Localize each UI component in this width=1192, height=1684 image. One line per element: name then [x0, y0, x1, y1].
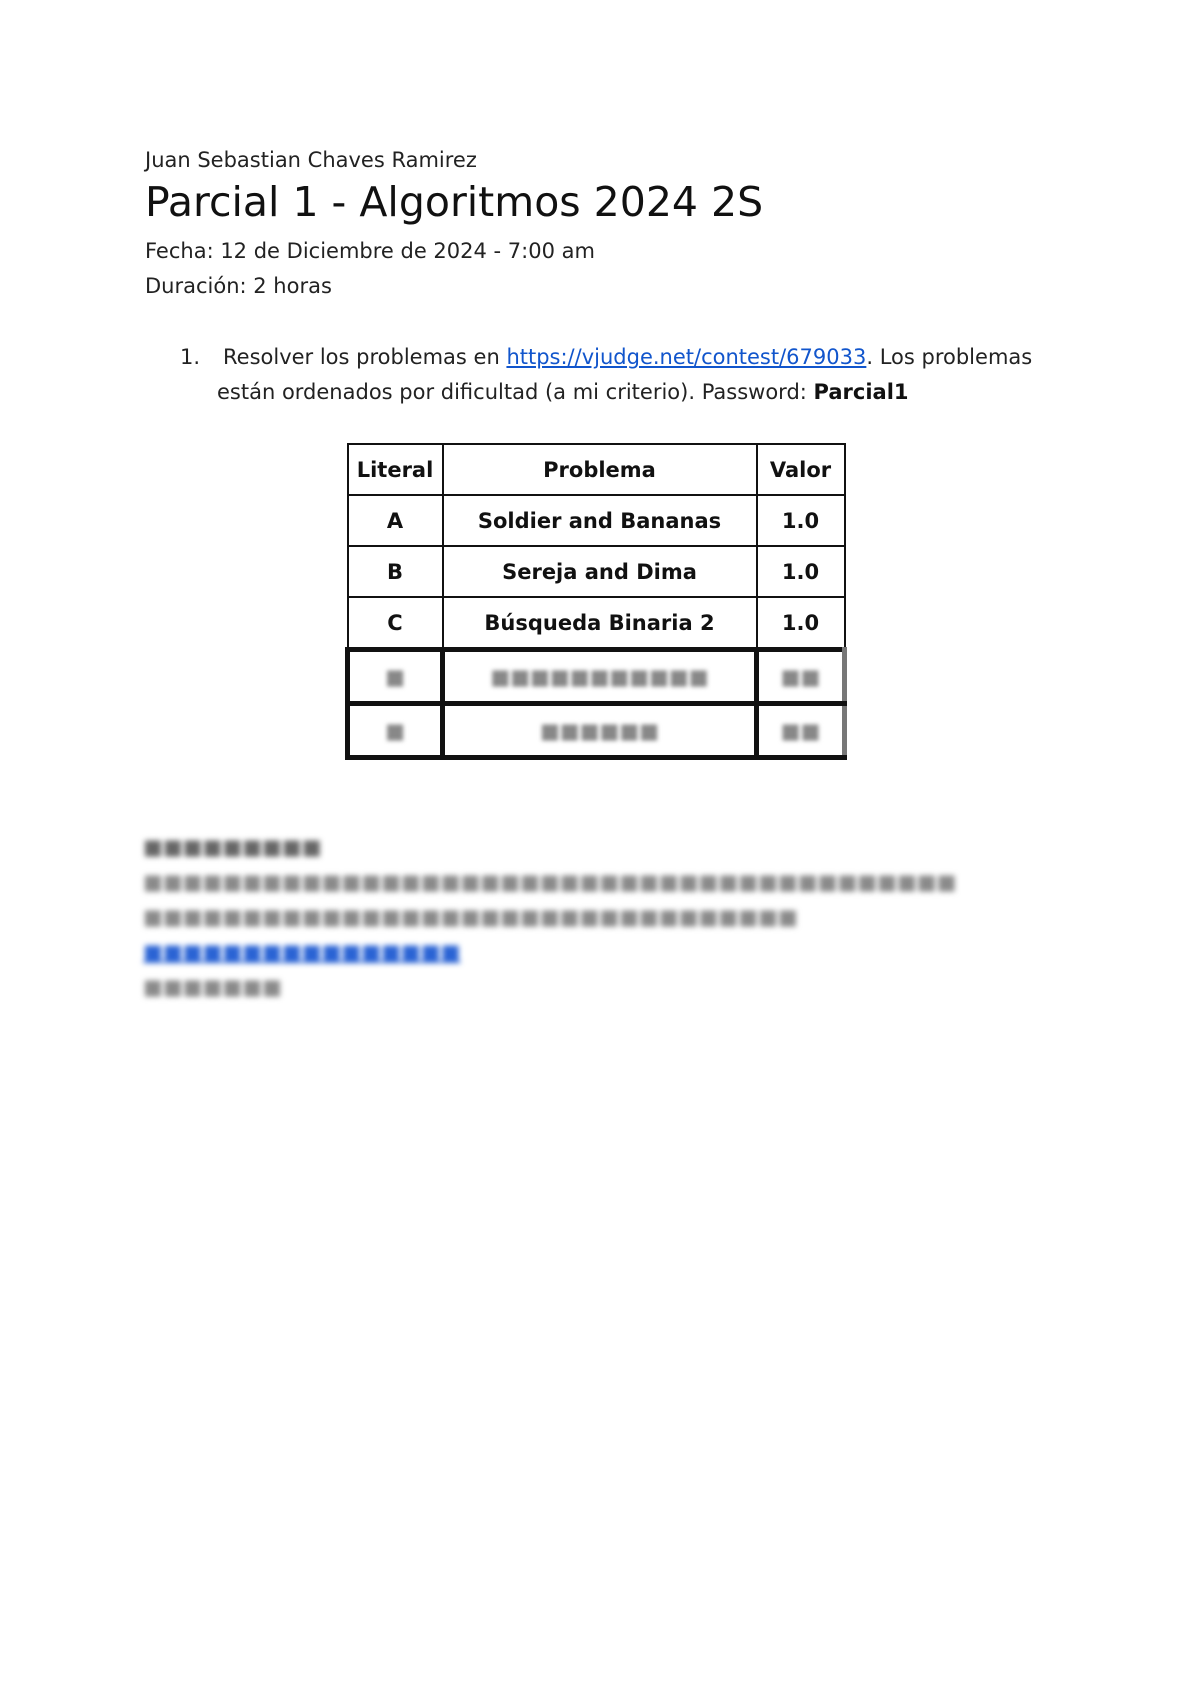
cell-literal: A: [348, 495, 443, 546]
cell-literal: B: [348, 546, 443, 597]
exam-duration: Duración: 2 horas: [145, 274, 332, 298]
list-number: 1.: [180, 345, 201, 369]
instruction-item: [217, 340, 1060, 410]
contest-link[interactable]: https://vjudge.net/contest/679033: [506, 345, 867, 369]
cell-problem: Sereja and Dima: [443, 546, 757, 597]
page-title: Parcial 1 - Algoritmos 2024 2S: [145, 178, 764, 226]
cell-value: 1.0: [757, 495, 845, 546]
cell-value: 1.0: [757, 546, 845, 597]
table-header-row: [348, 444, 845, 495]
table-row: [348, 546, 845, 597]
header-literal: Literal: [348, 444, 443, 495]
table-row: [348, 597, 845, 650]
redacted-cell: ■■: [757, 650, 845, 704]
redacted-cell: ■■■■■■: [443, 704, 757, 758]
redacted-cell: ■■■■■■■■■■■: [443, 650, 757, 704]
header-problem: Problema: [443, 444, 757, 495]
redacted-cell: ■■: [757, 704, 845, 758]
header-value: Valor: [757, 444, 845, 495]
redacted-link[interactable]: ■■■■■■■■■■■■■■■■: [143, 940, 461, 964]
redacted-cell: ■: [348, 704, 443, 758]
problems-table: [345, 443, 847, 760]
table-row-redacted: [348, 650, 845, 704]
cell-literal: C: [348, 597, 443, 650]
author-name: Juan Sebastian Chaves Ramirez: [145, 148, 477, 172]
table-row: [348, 495, 845, 546]
cell-problem: Soldier and Bananas: [443, 495, 757, 546]
cell-value: 1.0: [757, 597, 845, 650]
instructions-list: [180, 340, 1060, 410]
instruction-text-before: Resolver los problemas en: [223, 345, 507, 369]
cell-problem: Búsqueda Binaria 2: [443, 597, 757, 650]
redacted-cell: ■: [348, 650, 443, 704]
redacted-note: ■■■■■■■■■ ■■■■■■■■■■■■■■■■■■■■■■■■■■■■■■■■■■■■■■■■■ ■■■■■■■■■■■■■■■■■■■■■■■■■■■■■■■■■ ■■■■■■■■■■■■■■■■ ■■■■■■■: [143, 835, 957, 999]
contest-password: Parcial1: [813, 380, 909, 404]
table-row-redacted: [348, 704, 845, 758]
instruction-text-after: . Los problemas están ordenados por dificultad (a mi criterio). Password:: [217, 345, 1033, 404]
exam-date: Fecha: 12 de Diciembre de 2024 - 7:00 am: [145, 239, 595, 263]
